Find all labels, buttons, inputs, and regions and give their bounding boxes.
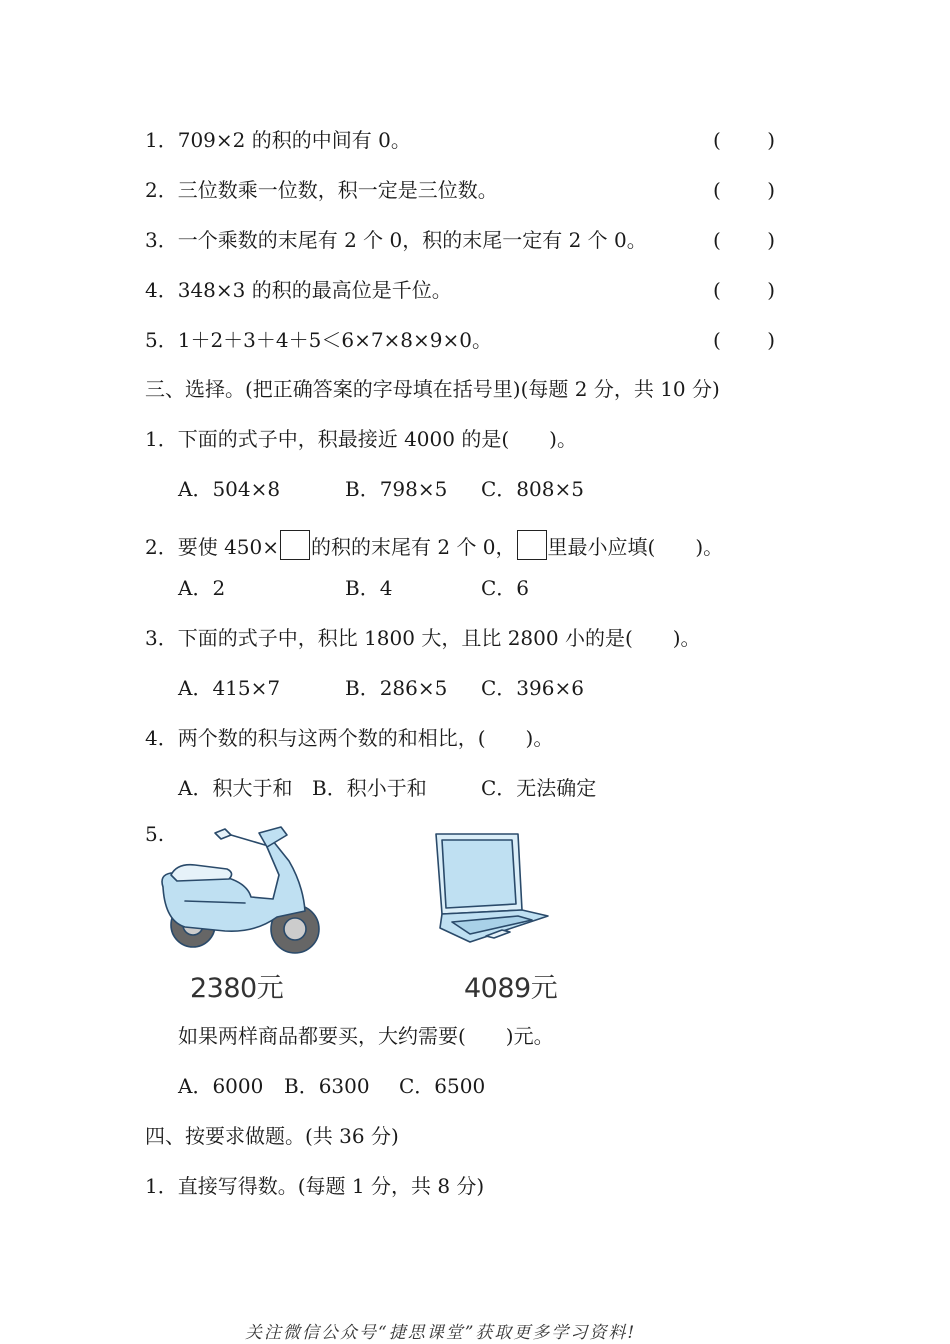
judge-item-4: 4．348×3 的积的最高位是千位。 — [145, 278, 452, 302]
q5-options — [178, 1072, 485, 1100]
q3-stem: 3．下面的式子中，积比 1800 大，且比 2800 小的是( )。 — [145, 626, 701, 650]
q2-option-a[interactable]: A．2 — [178, 576, 226, 600]
scooter-price: 2380元 — [190, 973, 284, 1004]
laptop-image — [430, 830, 550, 945]
q1-options — [178, 475, 584, 503]
q4-option-a[interactable]: A．积大于和 — [178, 776, 293, 800]
q4-stem: 4．两个数的积与这两个数的和相比，( )。 — [145, 726, 554, 750]
section4-q1: 1．直接写得数。(每题 1 分，共 8 分) — [145, 1174, 485, 1198]
section3-title: 三、选择。(把正确答案的字母填在括号里)(每题 2 分，共 10 分) — [145, 377, 720, 401]
q5-stem: 如果两样商品都要买，大约需要( )元。 — [178, 1024, 554, 1048]
blank-box — [280, 530, 310, 560]
judge-item-3: 3．一个乘数的末尾有 2 个 0，积的末尾一定有 2 个 0。 — [145, 228, 647, 252]
q4-option-c[interactable]: C．无法确定 — [481, 776, 597, 800]
q2-option-c[interactable]: C．6 — [481, 576, 530, 600]
judge-item-1: 1．709×2 的积的中间有 0。 — [145, 128, 411, 152]
q2-options — [178, 574, 529, 602]
q5-number: 5. — [145, 822, 165, 846]
scooter-image — [155, 825, 325, 955]
judge-item-5: 5．1＋2＋3＋4＋5＜6×7×8×9×0。 — [145, 328, 493, 352]
laptop-price: 4089元 — [464, 973, 558, 1004]
judge-item-2: 2．三位数乘一位数，积一定是三位数。 — [145, 178, 498, 202]
footer-note: 关注微信公众号“捷思课堂”获取更多学习资料! — [245, 1323, 637, 1343]
q2-stem: 2．要使 450× 的积的末尾有 2 个 0， 里最小应填( )。 — [145, 530, 723, 561]
blank-box — [517, 530, 547, 560]
q3-option-b[interactable]: B．286×5 — [345, 676, 448, 700]
q1-option-b[interactable]: B．798×5 — [345, 477, 448, 501]
q3-option-c[interactable]: C．396×6 — [481, 676, 584, 700]
q1-stem: 1．下面的式子中，积最接近 4000 的是( )。 — [145, 427, 577, 451]
q4-option-b[interactable]: B．积小于和 — [312, 776, 427, 800]
q1-option-c[interactable]: C．808×5 — [481, 477, 584, 501]
q1-option-a[interactable]: A．504×8 — [178, 477, 281, 501]
q2-option-b[interactable]: B．4 — [345, 576, 393, 600]
q3-options — [178, 674, 584, 702]
q5-option-b[interactable]: B．6300 — [284, 1074, 370, 1098]
q3-option-a[interactable]: A．415×7 — [178, 676, 281, 700]
q5-option-a[interactable]: A．6000 — [178, 1074, 264, 1098]
section4-title: 四、按要求做题。(共 36 分) — [145, 1124, 399, 1148]
q4-options — [178, 774, 596, 802]
q5-option-c[interactable]: C．6500 — [399, 1074, 486, 1098]
